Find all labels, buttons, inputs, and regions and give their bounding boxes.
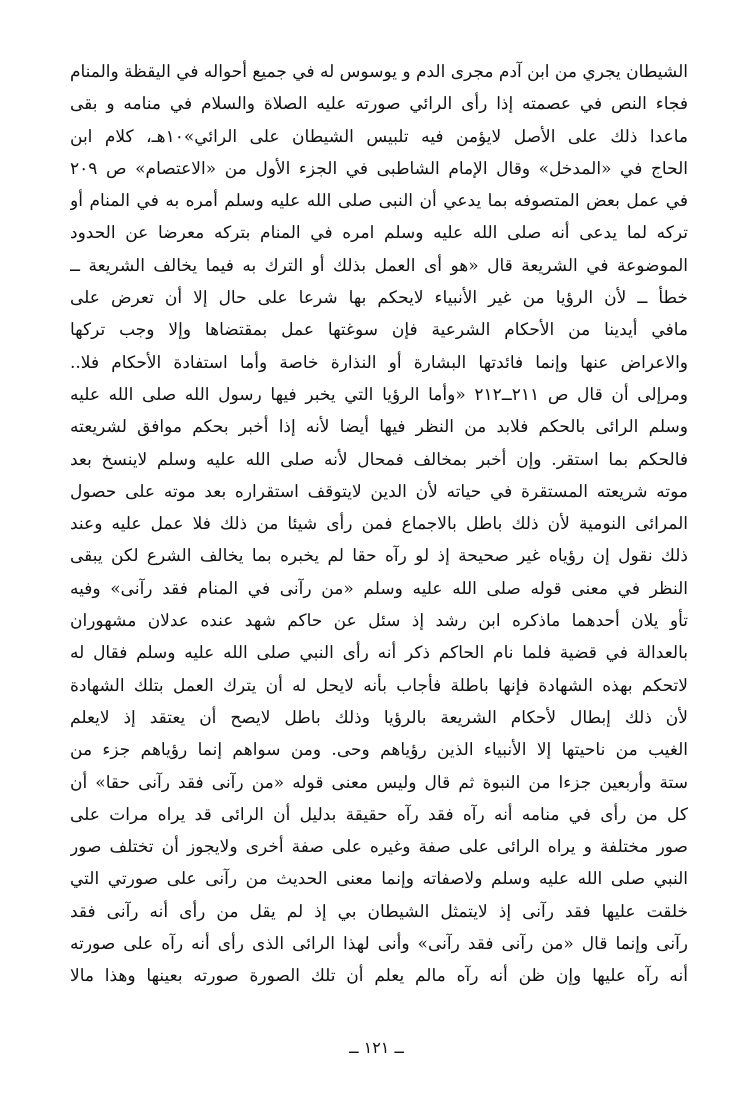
text-line: المرائى النومية لأن ذلك باطل بالاجماع فمن رأى شيئا من ذلك فلا عمل عليه وعند — [70, 514, 688, 535]
text-line: كل من رأى في منامه أنه رآه فقد رآه حقيقة بدليل أن الرائى قد يراه مرات على — [70, 804, 688, 825]
text-line: فالحكم بما استقر. وإن أخبر بمخالف فمحال لأنه صلى الله عليه وسلم لاينسخ بعد — [70, 449, 688, 470]
text-line: بالعدالة في قضية فلما نام الحاكم ذكر أنه رأى النبي صلى الله عليه وسلم فقال له — [70, 643, 688, 664]
text-line: الشيطان يجري من ابن آدم مجرى الدم و يوسوس له في جميع أحواله في اليقظة والمنام — [70, 62, 688, 82]
text-line: خلقت عليها فقد رآنى إذ لايتمثل الشيطان بي إذ لم يقل من رأى أنه رآنى فقد — [70, 901, 688, 922]
page-number: ــ ١٢١ ــ — [349, 1038, 404, 1057]
text-line: موته شريعته المستقرة في حياته لأن الدين لايتوقف استقراره بعد موته على حصول — [70, 481, 688, 502]
text-line: صور مختلفة و يراه الرائى على صفة وغيره على صفة أخرى ولايجوز أن تختلف صور — [70, 837, 688, 858]
text-line: تركه لما يدعى أنه صلى الله عليه وسلم امره في المنام بتركه معرضا عن الحدود — [70, 223, 688, 244]
text-line: في عمل بعض المتصوفه بما يدعي أن النبى صلى الله عليه وسلم أمره به في المنام أو — [70, 191, 688, 212]
text-line: مافي أيدينا من الأحكام الشرعية فإن سوغتها عمل بمقتضاها وإلا وجب تركها — [70, 320, 688, 341]
text-line: النبي صلى الله عليه وسلم ولاصفاته وإنما معنى الحديث من رآنى على صورتي التي — [70, 869, 688, 890]
text-line: تأو يلان أحدهما ماذكره ابن رشد إذ سئل عن حاكم شهد عنده عدلان مشهوران — [70, 611, 688, 632]
body-text — [70, 56, 688, 993]
text-line: ومرإلى أن قال ص ٢١١ــ٢١٢ «وأما الرؤيا التي يخبر فيها رسول الله صلى الله عليه — [70, 384, 688, 405]
text-line: النظر في معنى قوله صلى الله عليه وسلم «من رآنى في المنام فقد رآنى» وفيه — [70, 578, 688, 599]
text-line: ماعدا ذلك على الأصل لايؤمن فيه تلبيس الشيطان على الرائي»١٠هـ، كلام ابن — [70, 126, 688, 147]
text-line: الحاج في «المدخل» وقال الإمام الشاطبى في الجزء الأول من «الاعتصام» ص ٢٠٩ — [70, 158, 688, 179]
text-line: لاتحكم بهذه الشهادة فإنها باطلة فأجاب بأنه لايحل له أن يترك العمل بتلك الشهادة — [70, 675, 688, 696]
text-line: رآنى وإنما قال «من رآنى فقد رآنى» وأنى لهذا الرائى الذى رأى أنه رآه على صورته — [70, 934, 688, 955]
text-line: ستة وأربعين جزءا من النبوة ثم قال وليس معنى قوله «من رآنى فقد رآنى حقا» أن — [70, 772, 688, 793]
text-line: وسلم الرائى بالحكم فلابد من النظر فيها أيضا لأنه إذا أخبر بحكم موافق لشريعته — [70, 417, 688, 438]
text-line: أنه رآه عليها وإن ظن أنه رآه مالم يعلم أن تلك الصورة صورته بعينها وهذا مالا — [70, 966, 688, 987]
text-line: فجاء النص في عصمته إذا رأى الرائي صورته عليه الصلاة والسلام في منامه و بقى — [70, 94, 688, 115]
text-line: لأن ذلك إبطال لأحكام الشريعة بالرؤيا وذلك باطل لايصح أن يعتقد إذ لايعلم — [70, 707, 688, 728]
text-line: والاعراض عنها وإنما فائدتها البشارة أو النذارة خاصة وأما استفادة الأحكام فلا.. — [70, 352, 688, 373]
text-line: ذلك نقول إن رؤياه غير صحيحة إذ لو رآه حقا لم يخبره بما يخالف الشرع لكن يبقى — [70, 546, 688, 567]
text-line: خطأ ــ لأن الرؤيا من غير الأنبياء لايحكم بها شرعا على حال إلا أن تعرض على — [70, 288, 688, 309]
text-line: الموضوعة في الشريعة قال «هو أى العمل بذلك أو الترك به فيما يخالف الشريعة ــ — [70, 255, 688, 276]
text-line: الغيب من ناحيتها إلا الأنبياء الذين رؤياهم وحى. ومن سواهم إنما رؤياهم جزء من — [70, 740, 688, 761]
